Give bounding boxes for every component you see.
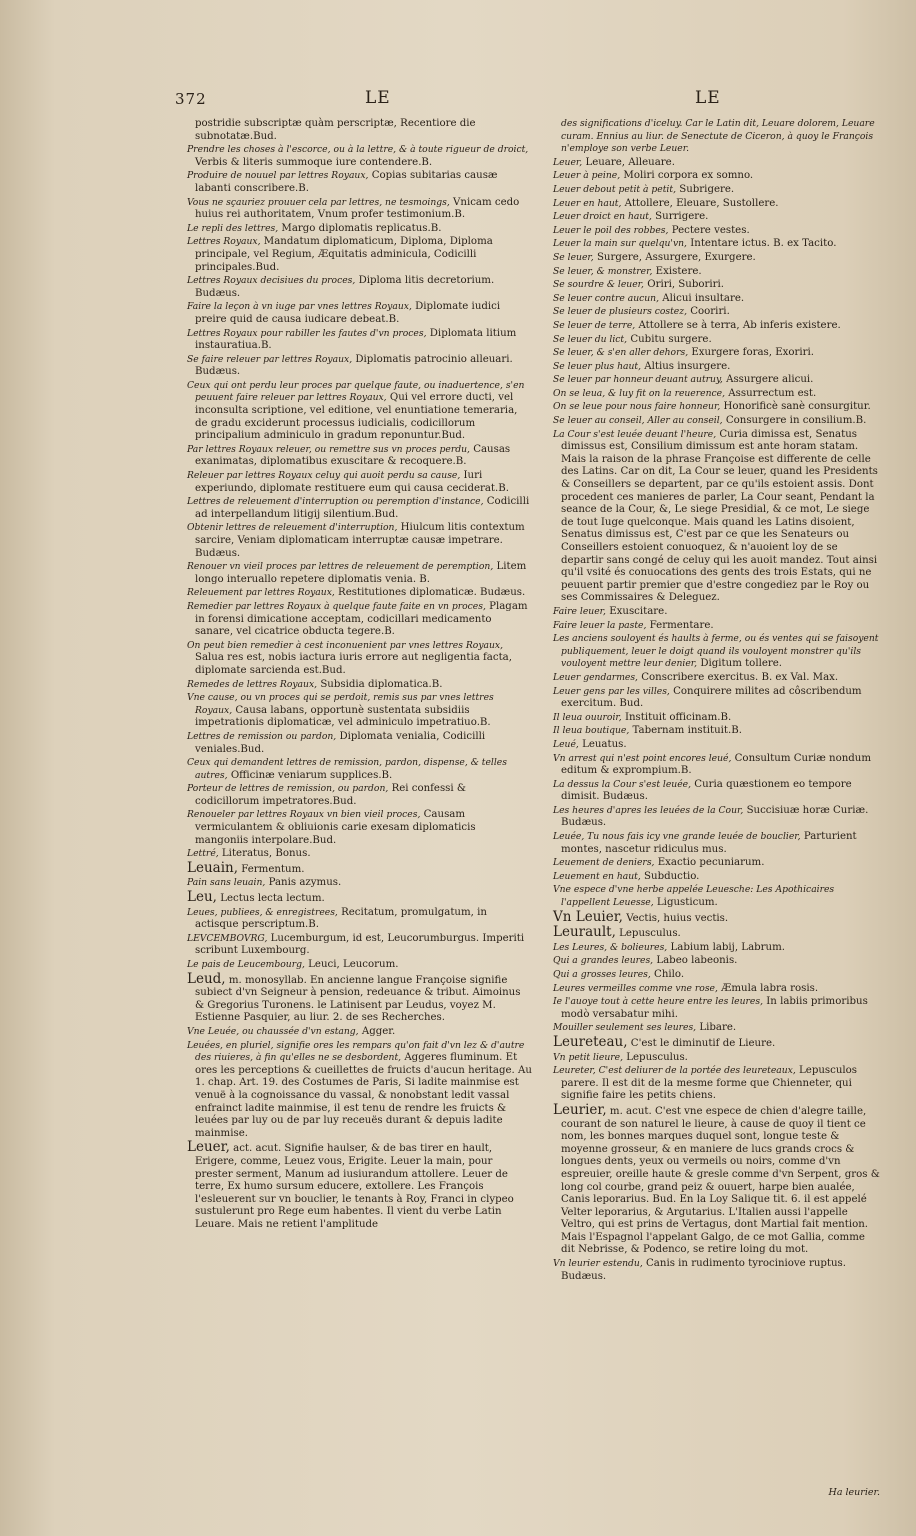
french-phrase: Faire la leçon à vn iuge par vnes lettres Royaux,	[187, 301, 412, 313]
dictionary-entry	[553, 184, 880, 197]
latin-equivalent: Subrigere.	[679, 183, 735, 195]
dictionary-entry	[553, 942, 880, 955]
dictionary-entry	[187, 679, 532, 692]
french-phrase: Vne Leuée, ou chaussée d'vn estang,	[187, 1025, 359, 1037]
french-phrase: Se leuer contre aucun,	[553, 292, 660, 304]
dictionary-entry	[553, 739, 880, 752]
french-phrase: Renoueler par lettres Royaux vn bien vieil proces,	[187, 809, 421, 821]
latin-equivalent: Consultum Curiæ nondum editum & exprompium.B.	[561, 752, 872, 777]
french-phrase: Mouiller seulement ses leures,	[553, 1022, 697, 1034]
dictionary-entry	[187, 731, 532, 756]
latin-equivalent: postridie subscriptæ quàm perscriptæ, Recentiore die subnotatæ.Bud.	[195, 118, 476, 142]
latin-equivalent: Plagam in forensi dimicatione acceptam, codicillari medicamento sanare, vel cicatrice obducta tegere.B.	[195, 600, 528, 638]
latin-equivalent: Officinæ veniarum supplices.B.	[230, 769, 393, 781]
running-head-right: LE	[695, 88, 721, 108]
french-phrase: Se leuer de terre,	[553, 319, 636, 331]
dictionary-entry	[187, 848, 532, 861]
latin-equivalent: Subductio.	[644, 870, 700, 882]
latin-equivalent: Lepusculos parere. Il est dit de la mesme forme que Chienneter, qui signifie faire les petits chiens.	[561, 1065, 858, 1102]
dictionary-entry	[553, 831, 880, 856]
latin-equivalent: Causas exanimatas, diplomatibus exuscitare & recoquere.B.	[195, 443, 511, 468]
french-phrase: Leuer debout petit à petit,	[553, 183, 676, 195]
french-phrase: Remedier par lettres Royaux à quelque faute faite en vn proces,	[187, 600, 486, 612]
latin-equivalent: Attollere, Eleuare, Sustollere.	[624, 197, 779, 209]
french-phrase: Lettres de remission ou pardon,	[187, 730, 337, 742]
latin-equivalent: Causa labans, opportunè sustentata subsidiis impetrationis diplomaticæ, vel adminiculo impetratiuo.B.	[195, 704, 491, 729]
latin-equivalent: Lepusculus.	[626, 1051, 688, 1063]
latin-equivalent: Intentare ictus. B. ex Tacito.	[690, 238, 837, 250]
dictionary-entry	[187, 522, 532, 560]
dictionary-entry	[553, 908, 880, 926]
dictionary-entry	[553, 157, 880, 170]
page-header	[175, 88, 880, 114]
latin-equivalent: Mandatum diplomaticum, Diploma, Diploma principale, vel Regium, Æquitatis adminicula, Codicilli principales.Bud.	[195, 236, 493, 273]
latin-equivalent: Leuatus.	[582, 738, 627, 750]
french-phrase: Leues, publiees, & enregistrees,	[187, 906, 338, 918]
headword: Leuain,	[187, 859, 239, 876]
latin-equivalent: Chilo.	[654, 969, 685, 980]
french-phrase: Leuer gendarmes,	[553, 671, 638, 683]
french-phrase: On se leue pour nous faire honneur,	[553, 401, 721, 413]
dictionary-entry	[553, 1101, 880, 1257]
dictionary-entry	[553, 347, 880, 360]
french-phrase: Se leuer de plusieurs costez,	[553, 306, 687, 318]
dictionary-entry	[553, 170, 880, 183]
french-phrase: Il leua boutique,	[553, 725, 630, 737]
dictionary-entry	[187, 640, 532, 678]
latin-equivalent: Canis in rudimento tyrociniove ruptus. Budæus.	[561, 1258, 847, 1282]
latin-equivalent: Attollere se à terra, Ab inferis existere.	[638, 319, 841, 331]
latin-equivalent: Oriri, Suboriri.	[647, 279, 724, 291]
latin-equivalent: Restitutiones diplomaticæ. Budæus.	[338, 587, 526, 599]
dictionary-entry	[187, 959, 532, 972]
french-phrase: Leuement de deniers,	[553, 857, 655, 869]
latin-equivalent: Pectere vestes.	[671, 224, 750, 236]
dictionary-entry	[553, 1065, 880, 1103]
latin-equivalent: Vectis, huius vectis.	[626, 912, 729, 924]
french-phrase: Lettres Royaux,	[187, 236, 261, 248]
french-phrase: Les anciens souloyent és haults à ferme, ou és ventes qui se faisoyent publiquement, leuer le doigt quand ils vouloyent monstrer qu'ils vouloyent mettre leur denier,	[553, 633, 879, 670]
dictionary-entry	[553, 926, 880, 941]
french-phrase: Se leuer,	[553, 251, 594, 263]
headword: Leurault,	[553, 924, 616, 941]
french-phrase: Il leua ouuroir,	[553, 711, 622, 723]
latin-equivalent: Qui vel errore ducti, vel inconsulta scriptione, vel editione, vel enuntiatione temeraria, de gradu exciderunt processus iudicialis, codicillorum principalium adminiculo in gradum reponuntur.Bud.	[195, 392, 518, 442]
latin-equivalent: Codicilli ad interpellandum litigij silentium.Bud.	[195, 496, 530, 520]
latin-equivalent: Panis azymus.	[268, 877, 342, 889]
latin-equivalent: Cubitu surgere.	[630, 333, 712, 345]
dictionary-entry	[187, 197, 532, 222]
latin-equivalent: Diplomate iudici preire quid de causa iudicare debeat.B.	[195, 301, 501, 325]
french-phrase: Ceux qui demandent lettres de remission, pardon, dispense, & telles autres,	[187, 757, 507, 781]
dictionary-entry	[187, 970, 532, 1025]
dictionary-entry	[553, 415, 880, 428]
french-phrase: On peut bien remedier à cest inconuenient par vnes lettres Royaux,	[187, 639, 504, 651]
latin-equivalent: Moliri corpora ex somno.	[623, 170, 754, 182]
latin-equivalent: Agger.	[361, 1025, 396, 1037]
dictionary-entry	[553, 805, 880, 830]
dictionary-entry	[187, 328, 532, 353]
latin-equivalent: Consurgere in consilium.B.	[725, 415, 867, 427]
dictionary-entry	[553, 361, 880, 374]
dictionary-entry	[553, 1258, 880, 1283]
french-phrase: Prendre les choses à l'escorce, ou à la lettre, & à toute rigueur de droict,	[187, 144, 529, 156]
right-column	[553, 118, 880, 1284]
dictionary-entry	[187, 444, 532, 469]
latin-equivalent: Libare.	[699, 1022, 737, 1034]
dictionary-entry	[187, 301, 532, 326]
latin-equivalent: Exurgere foras, Exoriri.	[691, 347, 815, 359]
french-phrase: Se leuer plus haut,	[553, 360, 641, 372]
french-phrase: Renouer vn vieil proces par lettres de releuement de peremption,	[187, 561, 494, 573]
dictionary-entry	[553, 374, 880, 387]
latin-equivalent: Rei confessi & codicillorum impetratores.Bud.	[195, 783, 466, 807]
latin-equivalent: Instituit officinam.B.	[624, 711, 732, 723]
dictionary-entry	[187, 877, 532, 890]
dictionary-entry	[553, 884, 880, 909]
left-column	[187, 118, 532, 1232]
dictionary-entry	[187, 118, 532, 143]
latin-equivalent: Curia dimissa est, Senatus dimissus est, Consilium dimissum est ante horam statam. Mais la raison de la phrase Françoise est differente de celle des Latins. Car on dit, La Cour se leuer, quand les Presidents & Conseillers se departent, par ce qu'ils estoient assis. Dont procedent ces manieres de parler, La Cour seant, Pendant la seance de la Cour, &, Le siege Presidial, & ce mot, Le siege de tout Iuge quelconque. Mais quand les Latins disoient, Senatus dimissus est, C'est par ce que les Senateurs ou Conseillers estoient conuoquez, & n'auoient loy de se departir sans congé de celuy qui les auoit mandez. Tout ainsi qu'il vsité és conuocations des gents des trois Estats, qui ne peuuent partir premier que d'estre congediez par le Roy ou ses Commissaires & Deleguez.	[561, 428, 878, 604]
dictionary-entry	[553, 306, 880, 319]
latin-equivalent: Parturient montes, nascetur ridiculus mus.	[561, 831, 857, 855]
french-phrase: Ceux qui ont perdu leur proces par quelque faute, ou inaduertence, s'en peuuent faire releuer par lettres Royaux,	[187, 379, 525, 404]
latin-equivalent: Fermentum.	[241, 863, 305, 875]
french-phrase: Leuée, Tu nous fais icy vne grande leuée de bouclier,	[553, 831, 801, 843]
dictionary-entry	[553, 871, 880, 884]
latin-equivalent: Conscribere exercitus. B. ex Val. Max.	[641, 671, 839, 683]
dictionary-entry	[553, 198, 880, 211]
french-phrase: Vous ne sçauriez prouuer cela par lettres, ne tesmoings,	[187, 196, 450, 208]
latin-equivalent: Causam vermiculantem & obliuionis carie exesam diplomaticis mangoniis interpolare.Bud.	[195, 809, 476, 846]
latin-equivalent: Tabernam instituit.B.	[632, 725, 742, 737]
latin-equivalent: Succisiuæ horæ Curiæ. Budæus.	[561, 804, 869, 829]
headword: Leuer,	[187, 1139, 230, 1156]
latin-equivalent: Diploma litis decretorium. Budæus.	[195, 275, 495, 299]
dictionary-entry	[553, 969, 880, 982]
latin-equivalent: Surrigere.	[655, 211, 709, 223]
dictionary-entry	[187, 1141, 532, 1231]
latin-equivalent: Exactio pecuniarum.	[657, 857, 765, 869]
french-phrase: Les Leures, & bolieures,	[553, 941, 668, 953]
latin-equivalent: Diplomata venialia, Codicilli veniales.Bud.	[195, 730, 486, 755]
latin-equivalent: Altius insurgere.	[644, 360, 731, 372]
dictionary-entry	[187, 1040, 532, 1141]
headword: Vn Leuier,	[553, 908, 623, 925]
page-number: 372	[175, 90, 207, 108]
dictionary-entry	[553, 238, 880, 251]
french-phrase: Par lettres Royaux releuer, ou remettre sus vn proces perdu,	[187, 443, 470, 455]
dictionary-entry	[187, 223, 532, 236]
french-phrase: Vn arrest qui n'est point encores leué,	[553, 752, 732, 764]
latin-equivalent: Conquirere milites ad côscribendum exercitum. Bud.	[561, 685, 862, 710]
french-phrase: Les heures d'apres les leuées de la Cour,	[553, 804, 744, 816]
french-phrase: Se leuer, & monstrer,	[553, 265, 653, 277]
headword: Leu,	[187, 889, 217, 906]
french-phrase: Vne cause, ou vn proces qui se perdoit, remis sus par vnes lettres Royaux,	[187, 692, 494, 716]
french-phrase: La Cour s'est leuée deuant l'heure,	[553, 428, 717, 440]
dictionary-entry	[187, 783, 532, 808]
latin-equivalent: Recitatum, promulgatum, in actisque perscriptum.B.	[195, 906, 487, 931]
dictionary-entry	[187, 587, 532, 600]
french-phrase: Faire leuer,	[553, 605, 606, 617]
dictionary-entry	[553, 753, 880, 778]
latin-equivalent: Labium labij, Labrum.	[670, 941, 785, 953]
latin-equivalent: Subsidia diplomatica.B.	[320, 678, 443, 690]
french-phrase: Leuement en haut,	[553, 870, 641, 882]
dictionary-entry	[187, 859, 532, 877]
french-phrase: Leureter, C'est deliurer de la portée des leureteaux,	[553, 1065, 796, 1077]
latin-equivalent: Fermentare.	[649, 619, 714, 631]
dictionary-entry	[553, 293, 880, 306]
french-phrase: Leué,	[553, 738, 579, 750]
french-phrase: Vn leurier estendu,	[553, 1258, 643, 1270]
dictionary-entry	[187, 275, 532, 300]
latin-equivalent: Assurrectum est.	[728, 387, 817, 399]
latin-equivalent: Digitum tollere.	[700, 658, 782, 670]
dictionary-entry	[553, 388, 880, 401]
french-phrase: Releuement par lettres Royaux,	[187, 587, 335, 599]
dictionary-entry	[553, 633, 880, 671]
dictionary-entry	[187, 601, 532, 639]
latin-equivalent: Labeo labeonis.	[656, 955, 738, 967]
french-phrase: Se leuer par honneur deuant autruy,	[553, 374, 723, 386]
french-phrase: Se leuer au conseil, Aller au conseil,	[553, 415, 723, 427]
latin-equivalent: Salua res est, nobis iactura iuris errore aut negligentia facta, diplomate sarcienda est.Bud.	[195, 652, 512, 676]
latin-equivalent: Diplomata litium instauratiua.B.	[195, 327, 517, 352]
latin-equivalent: C'est le diminutif de Lieure.	[630, 1037, 776, 1049]
french-phrase: Leures vermeilles comme vne rose,	[553, 982, 718, 994]
dictionary-entry	[553, 279, 880, 292]
french-phrase: Releuer par lettres Royaux celuy qui auoit perdu sa cause,	[187, 470, 461, 482]
dictionary-entry	[187, 692, 532, 730]
headword: Leud,	[187, 970, 226, 987]
french-phrase: Leuer droict en haut,	[553, 211, 652, 223]
french-phrase: Lettres de releuement d'interruption ou peremption d'instance,	[187, 496, 484, 508]
latin-equivalent: Exuscitare.	[609, 605, 668, 617]
latin-equivalent: Litem longo interuallo repetere diplomatis venia. B.	[195, 561, 527, 585]
dictionary-entry	[553, 606, 880, 619]
latin-equivalent: Lectus lecta lectum.	[220, 893, 325, 905]
french-phrase: Ie l'auoye tout à cette heure entre les leures,	[553, 996, 763, 1008]
dictionary-entry	[187, 380, 532, 443]
french-phrase: Se sourdre & leuer,	[553, 279, 644, 291]
latin-equivalent: Iuri experiundo, diplomate restituere eum qui causa ceciderat.B.	[195, 470, 509, 494]
latin-equivalent: Hiulcum litis contextum sarcire, Veniam diplomaticam interruptæ causæ impetrare. Budæus.	[195, 522, 525, 559]
french-phrase: Leuer gens par les villes,	[553, 685, 670, 697]
french-phrase: Leuer à peine,	[553, 170, 621, 182]
dictionary-entry	[553, 252, 880, 265]
french-phrase: Se leuer, & s'en aller dehors,	[553, 347, 689, 359]
dictionary-entry	[187, 236, 532, 274]
french-phrase: Faire leuer la paste,	[553, 619, 647, 631]
latin-equivalent: In labiis primoribus modò versabatur mihi.	[561, 996, 868, 1020]
dictionary-entry	[187, 144, 532, 169]
dictionary-entry	[553, 1033, 880, 1051]
french-phrase: Leuer le poil des robbes,	[553, 224, 669, 236]
dictionary-entry	[553, 725, 880, 738]
dictionary-entry	[187, 354, 532, 379]
latin-equivalent: Aggeres fluminum. Et ores les perceptions & cueillettes de fruicts d'aucun heritage. Au 1. chap. Art. 19. des Costumes de Paris, Si ladite mainmise est venuë à la cognoissance du vassal, & nonobstant ledit vassal enfrainct ladite mainmise, il est tenu de rendre les fruicts & leuées par luy ou de par luy receuës durant & depuis ladite mainmise.	[195, 1052, 532, 1139]
french-phrase: Le pais de Leucembourg,	[187, 959, 305, 970]
french-phrase: Se faire releuer par lettres Royaux,	[187, 353, 353, 365]
latin-equivalent: Ligusticum.	[656, 897, 718, 909]
latin-equivalent: Surgere, Assurgere, Exurgere.	[596, 251, 756, 263]
french-phrase: Remedes de lettres Royaux,	[187, 678, 318, 690]
latin-equivalent: Cooriri.	[690, 306, 730, 318]
dictionary-entry	[553, 1052, 880, 1065]
dictionary-entry	[553, 955, 880, 968]
dictionary-entry	[553, 320, 880, 333]
dictionary-entry	[553, 983, 880, 996]
latin-equivalent: Existere.	[655, 265, 702, 277]
dictionary-entry	[553, 686, 880, 711]
latin-equivalent: Leuare, Alleuare.	[585, 156, 675, 168]
french-phrase: des significations d'iceluy. Car le Latin dit, Leuare dolorem, Leuare curam. Ennius au liur. de Senectute de Ciceron, à quoy le François n'employe son verbe Leuer.	[561, 118, 875, 155]
french-phrase: On se leua, & luy fit on la reuerence,	[553, 387, 725, 399]
french-phrase: LEVCEMBOVRG,	[187, 932, 268, 944]
dictionary-entry	[187, 933, 532, 958]
dictionary-entry	[187, 1026, 532, 1039]
dictionary-entry	[553, 620, 880, 633]
dictionary-entry	[187, 891, 532, 906]
french-phrase: Leuées, en pluriel, signifie ores les rempars qu'on fait d'vn lez & d'autre des riuieres, à fin qu'elles ne se desbordent,	[187, 1039, 525, 1064]
latin-equivalent: Lucemburgum, id est, Leucorumburgus. Imperiti scribunt Luxembourg.	[195, 932, 525, 957]
french-phrase: Produire de nouuel par lettres Royaux,	[187, 170, 369, 182]
headword: Leureteau,	[553, 1033, 628, 1050]
french-phrase: Vn petit lieure,	[553, 1051, 624, 1063]
dictionary-entry	[553, 857, 880, 870]
dictionary-entry	[553, 225, 880, 238]
dictionary-entry	[187, 496, 532, 521]
latin-equivalent: Leuci, Leucorum.	[308, 959, 399, 970]
latin-equivalent: m. acut. C'est vne espece de chien d'alegre taille, courant de son naturel le lieure, à cause de quoy il tient ce nom, les bonnes marques duquel sont, longue teste & moyenne grosseur, & en maniere de lucs grands crocs & longues dents, yeux ou vermeils ou noirs, comme d'vn espreuier, oreille haute & gresle comme d'vn Serpent, gros & long col courbe, grand peiz & ouuert, harpe bien aualée, Canis leporarius. Bud. En la Loy Salique tit. 6. il est appelé Velter leporarius, & Argutarius. L'Italien aussi l'appelle Veltro, qui est prins de Vertagus, dont Martial fait mention. Mais l'Espagnol l'appelant Galgo, de ce mot Gallia, comme dit Nebrisse, & Podenco, se retire loing du mot.	[561, 1105, 880, 1256]
dictionary-entry	[553, 712, 880, 725]
latin-equivalent: Curia quæstionem eo tempore dimisit. Budæus.	[561, 778, 852, 803]
latin-equivalent: Diplomatis patrocinio alleuari. Budæus.	[195, 353, 513, 378]
french-phrase: Leuer,	[553, 156, 583, 168]
dictionary-entry	[553, 779, 880, 804]
dictionary-entry	[187, 170, 532, 195]
french-phrase: Qui a grandes leures,	[553, 955, 654, 967]
french-phrase: La dessus la Cour s'est leuée,	[553, 778, 692, 790]
latin-equivalent: Margo diplomatis replicatus.B.	[281, 222, 442, 234]
french-phrase: Se leuer du lict,	[553, 333, 628, 345]
french-phrase: Porteur de lettres de remission, ou pardon,	[187, 783, 389, 795]
latin-equivalent: Æmula labra rosis.	[721, 982, 819, 994]
french-phrase: Lettres Royaux pour rabiller les fautes d'vn proces,	[187, 327, 427, 339]
french-phrase: Lettres Royaux decisiues du proces,	[187, 275, 356, 287]
french-phrase: Qui a grosses leures,	[553, 969, 651, 980]
dictionary-entry	[187, 757, 532, 782]
latin-equivalent: Verbis & literis summoque iure contendere.B.	[195, 156, 433, 168]
french-phrase: Leuer la main sur quelqu'vn,	[553, 238, 687, 250]
french-phrase: Lettré,	[187, 848, 219, 860]
dictionary-entry	[553, 672, 880, 685]
dictionary-entry	[553, 266, 880, 279]
dictionary-entry	[553, 211, 880, 224]
latin-equivalent: Lepusculus.	[619, 928, 681, 940]
dictionary-entry	[187, 470, 532, 495]
latin-equivalent: Literatus, Bonus.	[221, 848, 311, 860]
dictionary-entry	[553, 996, 880, 1021]
latin-equivalent: Honorificè sanè consurgitur.	[723, 401, 871, 413]
dictionary-entry	[553, 429, 880, 605]
latin-equivalent: Copias subitarias causæ labanti conscribere.B.	[195, 170, 498, 194]
dictionary-entry	[553, 401, 880, 414]
running-head-left: LE	[365, 88, 391, 108]
dictionary-entry	[187, 907, 532, 932]
french-phrase: Pain sans leuain,	[187, 877, 266, 889]
dictionary-entry	[187, 809, 532, 847]
french-phrase: Vne espece d'vne herbe appelée Leuesche: Les Apothicaires l'appellent Leuesse,	[553, 884, 835, 909]
dictionary-entry	[553, 334, 880, 347]
dictionary-page	[175, 88, 880, 1498]
dictionary-entry	[553, 118, 880, 156]
latin-equivalent: Vnicam cedo huius rei authoritatem, Vnum profer testimonium.B.	[195, 196, 520, 221]
latin-equivalent: act. acut. Signifie haulser, & de bas tirer en hault, Erigere, comme, Leuez vous, Erigite. Leuer la main, pour prester serment, Manum ad iusiurandum attollere. Leuer de terre, Ex humo sursum educere, extollere. Les François l'esleuerent sur vn bouclier, le tenants à Roy, Franci in clypeo sustulerunt pro Rege eum habentes. Il vient du verbe Latin Leuare. Mais ne retient l'amplitude	[195, 1143, 514, 1230]
french-phrase: Le repli des lettres,	[187, 222, 279, 234]
latin-equivalent: m. monosyllab. En ancienne langue Françoise signifie subiect d'vn Seigneur à pension, redeuance & tribut. Aimoinus & Gregorius Turonens. le Latinisent par Leudus, voyez M. Estienne Pasquier, au liur. 2. de ses Recherches.	[195, 974, 521, 1024]
catchword: Ha leurier.	[828, 1487, 880, 1498]
latin-equivalent: Assurgere alicui.	[726, 374, 814, 386]
dictionary-entry	[187, 561, 532, 586]
latin-equivalent: Alicui insultare.	[662, 292, 745, 304]
french-phrase: Obtenir lettres de releuement d'interruption,	[187, 522, 398, 534]
headword: Leurier,	[553, 1101, 607, 1118]
french-phrase: Leuer en haut,	[553, 197, 622, 209]
